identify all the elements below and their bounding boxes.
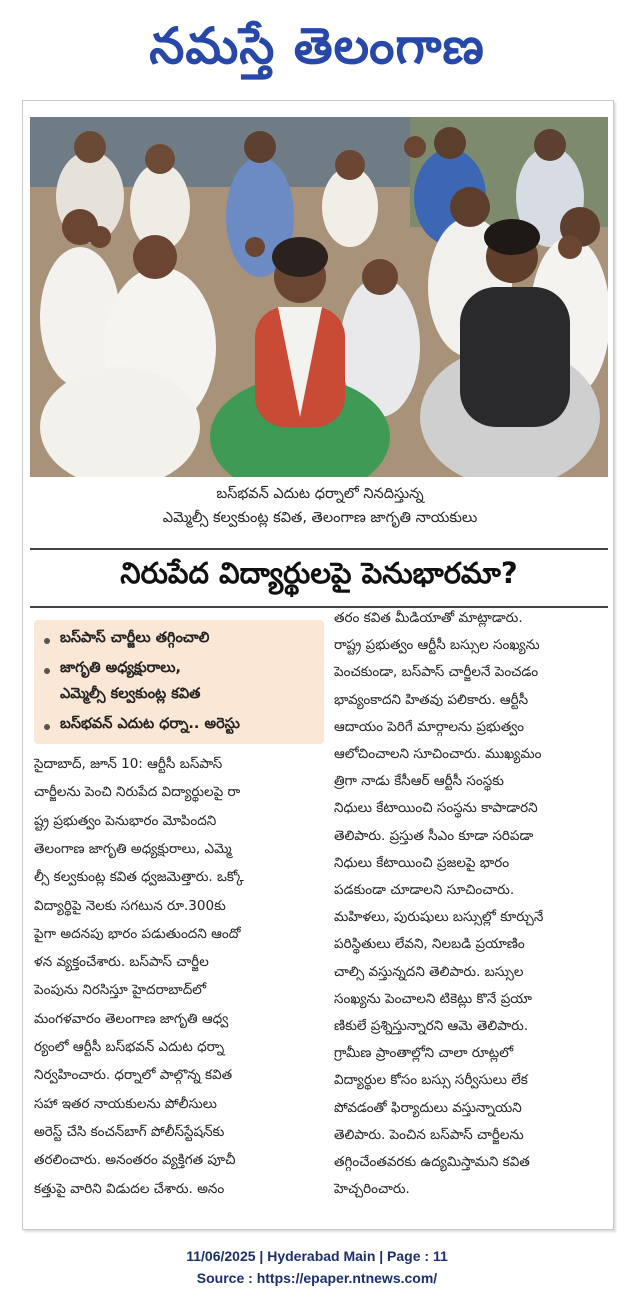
article-line: నిర్వహించారు. ధర్నాలో పాల్గొన్న కవిత [34, 1067, 233, 1084]
article-line: నిధులు కేటాయించి సంస్థను కాపాడారని [334, 800, 538, 817]
protest-photo-illustration [30, 117, 608, 477]
news-photo [30, 117, 608, 477]
article-line: పడకుండా చూడాలని సూచించారు. [334, 882, 515, 898]
newspaper-title: నమస్తే తెలంగాణ [149, 17, 485, 75]
bullet-icon [44, 724, 50, 730]
article-line: పెంపును నిరసిస్తూ హైదరాబాద్‌లో [34, 982, 207, 999]
photo-caption [40, 482, 600, 530]
article-line: కత్తుపై వారిని విడుదల చేశారు. అనం [34, 1180, 225, 1197]
article-line: ష్ట్ర ప్రభుత్వం పెనుభారం మోపిందని [34, 812, 217, 829]
article-line: గ్రామీణ ప్రాంతాల్లోని చాలా రూట్లలో [334, 1045, 514, 1062]
article-line: తెలిపారు. ప్రస్తుత సీఎం కూడా సరిపడా [334, 827, 534, 844]
caption-line: బస్‌భవన్ ఎదుట ధర్నాలో నినదిస్తున్న [216, 486, 424, 502]
article-line: పైగా అదనపు భారం పడుతుందని ఆందో [34, 925, 241, 942]
article-line: ల్సీ కల్వకుంట్ల కవిత ధ్వజమెత్తారు. ఒక్కో [34, 869, 244, 886]
article-line: పోవడంతో ఫిర్యాదులు వస్తున్నాయని [334, 1099, 522, 1116]
highlights-box: బస్‌పాస్ చార్జీలు తగ్గించాలి జాగృతి అధ్యక్షురాలు, ఎమ్మెల్సీ కల్వకుంట్ల కవిత బస్‌భవన్ ఎదుట ధర్నా.. అరెస్టు [34, 620, 324, 744]
footer-source: Source : https://epaper.ntnews.com/ [196, 1270, 438, 1286]
headline-block [30, 548, 608, 608]
article-line: ర్యంలో ఆర్టీసీ బస్‌భవన్ ఎదుట ధర్నా [34, 1039, 225, 1055]
bullet-icon [44, 668, 50, 674]
article-line: ళన వ్యక్తంచేశారు. బస్‌పాస్ చార్జీల [34, 954, 209, 971]
headline: నిరుపేద విద్యార్థులపై పెనుభారమా? [120, 556, 518, 590]
masthead [0, 0, 634, 96]
article-line: ఆలోచించాలని సూచించారు. ముఖ్యమం [334, 746, 542, 762]
article-line: భావ్యంకాదని హితవు పలికారు. ఆర్టీసీ [334, 691, 529, 708]
footer-date-edition: 11/06/2025 | Hyderabad Main | Page : 11 [186, 1248, 448, 1264]
article-line: విద్యార్థుల కోసం బస్సు సర్వీసులు లేక [334, 1072, 528, 1089]
article-line: మహిళలు, పురుషులు బస్సుల్లో కూర్చునే [334, 909, 544, 926]
article-line: త్రిగా నాడు కేసీఆర్ ఆర్టీసీ సంస్థకు [334, 773, 504, 790]
article-line: మంగళవారం తెలంగాణ జాగృతి ఆధ్వ [34, 1010, 229, 1027]
headline-rule-top [30, 548, 608, 550]
article-line: ఆదాయం పెరిగే మార్గాలను ప్రభుత్వం [334, 718, 524, 735]
article-line: తరం కవిత మీడియాతో మాట్లాడారు. [334, 610, 523, 626]
article-line: విద్యార్థిపై నెలకు సగటున రూ.300కు [34, 897, 226, 914]
article-line: తరలించారు. అనంతరం వ్యక్తిగత పూచీ [34, 1152, 236, 1169]
article-line: రాష్ట్ర ప్రభుత్వం ఆర్టీసీ బస్సుల సంఖ్యను [334, 637, 540, 654]
article-line: ణికులే ప్రశ్నిస్తున్నారని ఆమె తెలిపారు. [334, 1018, 529, 1034]
article-line: పరిస్థితులు లేవని, నిలబడి ప్రయాణిం [334, 936, 525, 953]
article-line: అరెస్ట్ చేసి కంచన్‌బాగ్ పోలీస్‌స్టేషన్‌కు [34, 1123, 225, 1140]
article-line: పెంచకుండా, బస్‌పాస్ చార్జీలనే పెంచడం [334, 664, 539, 681]
article-line: సంఖ్యను పెంచాలని టికెట్లు కొనే ప్రయా [334, 990, 532, 1007]
caption-line: ఎమ్మెల్సీ కల్వకుంట్ల కవిత, తెలంగాణ జాగృతి నాయకులు [162, 510, 478, 526]
article-line: చాల్సి వస్తున్నదని తెలిపారు. బస్సుల [334, 963, 524, 980]
article-line: తెలంగాణ జాగృతి అధ్యక్షురాలు, ఎమ్మె [34, 840, 232, 857]
article-line: చార్జీలను పెంచి నిరుపేద విద్యార్థులపై రా [34, 784, 241, 801]
article-line: నిధులు కేటాయించి ప్రజలపై భారం [334, 854, 510, 871]
bullet-icon [44, 638, 50, 644]
article-line: తగ్గించేంతవరకు ఉద్యమిస్తామని కవిత [334, 1154, 530, 1170]
article-line: సైదాబాద్, జూన్ 10: ఆర్టీసీ బస్‌పాస్ [34, 756, 223, 772]
article-line: తెలిపారు. పెంచిన బస్‌పాస్ చార్జీలను [334, 1126, 524, 1143]
article-line: హెచ్చరించారు. [334, 1181, 410, 1198]
article-line: సహా ఇతర నాయకులను పోలీసులు [34, 1095, 217, 1112]
